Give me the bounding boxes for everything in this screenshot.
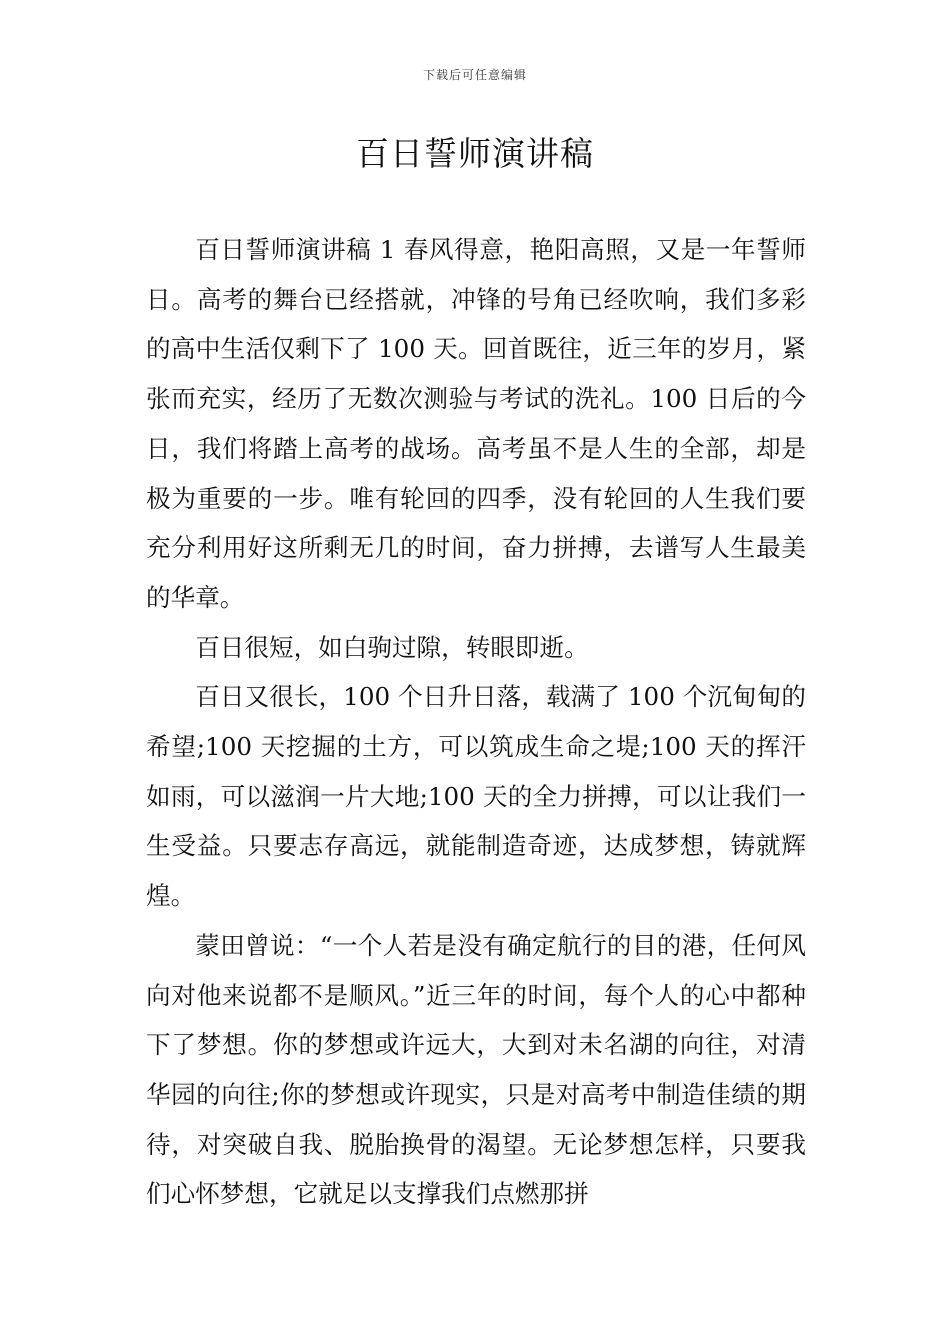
header-note: 下载后可任意编辑 (422, 68, 527, 82)
paragraph-1: 百日誓师演讲稿 1 春风得意，艳阳高照，又是一年誓师日。高考的舞台已经搭就，冲锋的号角已经吹响，我们多彩的高中生活仅剩下了 100 天。回首既往，近三年的岁月，紧张而充实，经历了无数次测验与考试的洗礼。100 日后的今日，我们将踏上高考的战场。高考虽不是人生的全部，却是极为重要的一步。唯有轮回的四季，没有轮回的人生我们要充分利用好这所剩无几的时间，奋力拼搏，去谱写人生最美的华章。 (146, 235, 806, 612)
paragraph-2: 百日很短，如白驹过隙，转眼即逝。 (195, 632, 589, 662)
paragraph-3: 百日又很长，100 个日升日落，载满了 100 个沉甸甸的希望;100 天挖掘的土方，可以筑成生命之堤;100 天的挥汗如雨，可以滋润一片大地;100 天的全力拼搏，可以让我们一生受益。只要志存高远，就能制造奇迹，达成梦想，铸就辉煌。 (146, 682, 806, 911)
paragraph-4: 蒙田曾说：“一个人若是没有确定航行的目的港，任何风向对他来说都不是顺风。”近三年的时间，每个人的心中都种下了梦想。你的梦想或许远大，大到对未名湖的向往，对清华园的向往;你的梦想或许现实，只是对高考中制造佳绩的期待，对突破自我、脱胎换骨的渴望。无论梦想怎样，只要我们心怀梦想，它就足以支撑我们点燃那拼 (146, 930, 806, 1209)
document-title: 百日誓师演讲稿 (356, 134, 594, 173)
document-body (146, 225, 806, 1219)
